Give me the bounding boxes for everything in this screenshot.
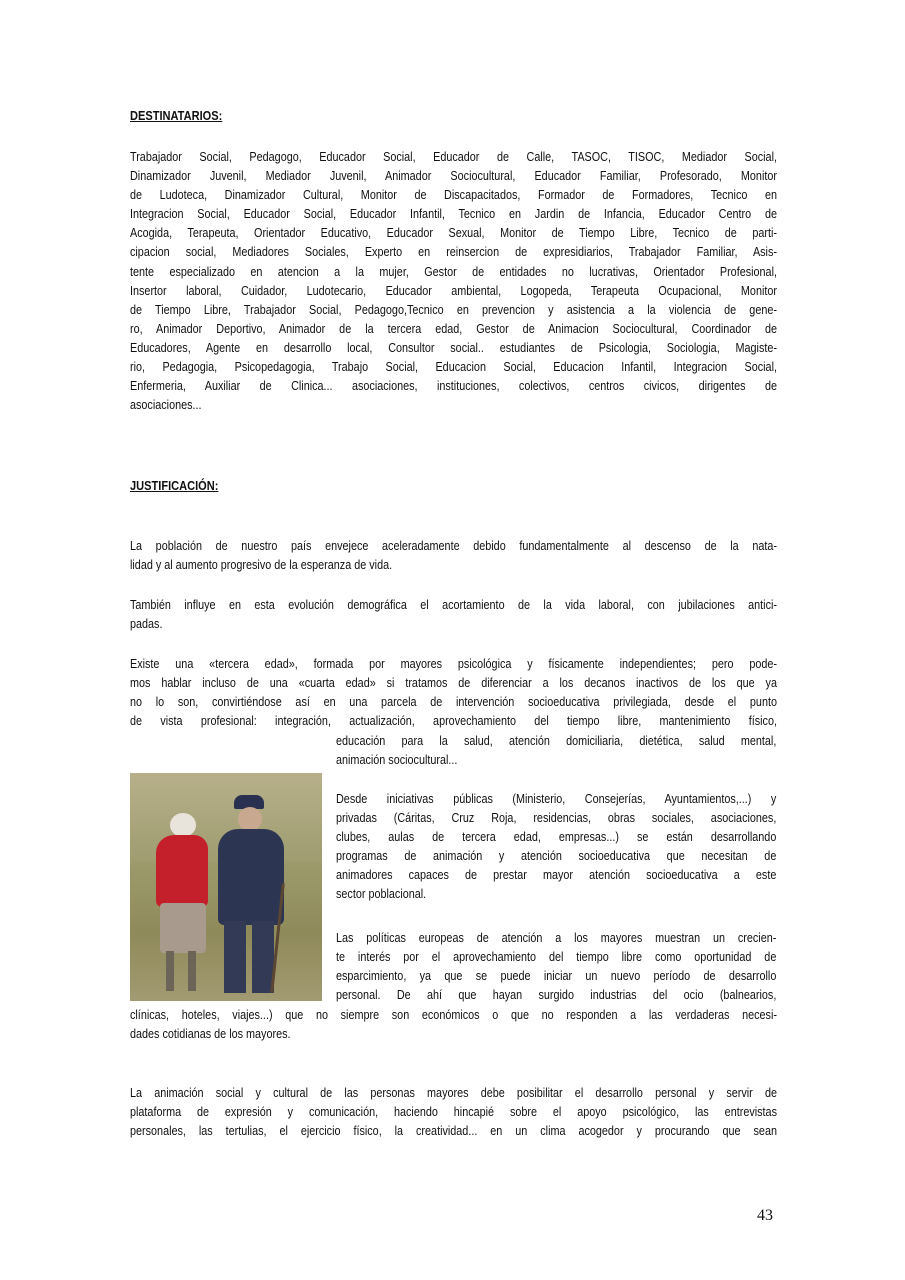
paragraph-3-cont [336, 731, 776, 769]
text-line: plataforma de expresión y comunicación, haciendo hincapié sobre el apoyo psicológico, las entrevistas [130, 1104, 777, 1120]
paragraph-4 [336, 789, 776, 904]
text-line: padas. [130, 616, 163, 632]
text-line: rio, Pedagogia, Psicopedagogia, Trabajo Social, Educacion Social, Educacion Infantil, Integracion Social, [130, 359, 777, 375]
text-line: programas de animación y atención socioeducativa que necesitan de [336, 848, 777, 864]
text-line: clínicas, hoteles, viajes...) que no siempre son económicos o que no responden a las verdaderas necesi- [130, 1007, 777, 1022]
text-line: de vista profesional: integración, actualización, aprovechamiento del tiempo libre, mantenimiento físico, [130, 713, 777, 729]
text-line: animadores capaces de prestar mayor atención socioeducativa a este [336, 867, 777, 883]
text-line: cipacion social, Mediadores Sociales, Experto en reinsercion de expresidiarios, Trabajador Familiar, Asis- [130, 244, 777, 260]
text-line: Trabajador Social, Pedagogo, Educador Social, Educador de Calle, TASOC, TISOC, Mediador Social, [130, 149, 777, 164]
text-line: de Ludoteca, Dinamizador Cultural, Monitor de Discapacitados, Formador de Formadores, Tecnico en [130, 187, 777, 203]
text-line: lidad y al aumento progresivo de la esperanza de vida. [130, 557, 393, 573]
text-line: personales, las tertulias, el ejercicio físico, la creatividad... en un clima acogedor y procurando que sean [130, 1123, 777, 1139]
text-line: personal. De ahí que hayan surgido industrias del ocio (balnearios, [336, 987, 777, 1003]
text-line: clubes, aulas de tercera edad, empresas...) se están desarrollando [336, 829, 777, 845]
paragraph-2 [130, 595, 777, 633]
text-line: ro, Animador Deportivo, Animador de la tercera edad, Gestor de Animacion Sociocultural, Coordinador de [130, 320, 777, 336]
text-line: Educadores, Agente en desarrollo local, Consultor social.. estudiantes de Psicologia, Sociologia, Magiste- [130, 339, 777, 355]
paragraph-1 [130, 536, 777, 574]
text-line: te interés por el aprovechamiento del tiempo libre como oportunidad de [336, 949, 777, 965]
text-line: Acogida, Terapeuta, Orientador Educativo, Educador Sexual, Monitor de Tiempo Libre, Tecnico de parti- [130, 225, 777, 241]
paragraph-3 [130, 654, 777, 730]
text-line: Insertor laboral, Cuidador, Ludotecario, Educador ambiental, Logopeda, Terapeuta Ocupacional, Monitor [130, 282, 777, 298]
text-line: Enfermeria, Auxiliar de Clinica... asociaciones, instituciones, colectivos, centros civicos, dirigentes de [130, 378, 777, 394]
text-line: sector poblacional. [336, 886, 427, 902]
text-line: Las políticas europeas de atención a los mayores muestran un crecien- [336, 930, 777, 945]
text-line: tente especializado en atencion a la mujer, Gestor de entidades no lucrativas, Orientador Profesional, [130, 263, 777, 279]
text-line: animación sociocultural... [336, 752, 458, 768]
text-line: Existe una «tercera edad», formada por mayores psicológica y físicamente independientes; pero pode- [130, 656, 777, 671]
text-line: dades cotidianas de los mayores. [130, 1026, 291, 1042]
text-line: La animación social y cultural de las personas mayores debe posibilitar el desarrollo personal y servir de [130, 1085, 777, 1100]
paragraph-5 [336, 928, 776, 1004]
text-line: educación para la salud, atención domiciliaria, dietética, salud mental, [336, 733, 777, 748]
text-line: de Tiempo Libre, Trabajador Social, Pedagogo,Tecnico en prevencion y asistencia a la violencia de gene- [130, 301, 777, 317]
text-line: Integracion Social, Educador Social, Educador Infantil, Tecnico en Jardin de Infancia, Educador Centro de [130, 206, 777, 222]
text-line: También influye en esta evolución demográfica el acortamiento de la vida laboral, con jubilaciones antici- [130, 597, 777, 612]
heading-destinatarios: DESTINATARIOS: [130, 108, 223, 123]
heading-justificacion: JUSTIFICACIÓN: [130, 478, 219, 493]
elderly-couple-photo [130, 773, 322, 1001]
text-line: mos hablar incluso de una «cuarta edad» si tratamos de diferenciar a los decanos inactivos de los que ya [130, 675, 777, 691]
text-line: La población de nuestro país envejece aceleradamente debido fundamentalmente al descenso de la nata- [130, 538, 777, 553]
text-line: Dinamizador Juvenil, Mediador Juvenil, Animador Sociocultural, Educador Familiar, Profesorado, Monitor [130, 168, 777, 184]
text-line: asociaciones... [130, 397, 202, 413]
text-line: esparcimiento, ya que se puede iniciar un nuevo período de desarrollo [336, 968, 777, 984]
destinatarios-paragraph [130, 147, 777, 414]
page-number: 43 [757, 1207, 773, 1224]
paragraph-6 [130, 1083, 777, 1140]
text-line: privadas (Cáritas, Cruz Roja, residencias, obras sociales, asociaciones, [336, 810, 777, 826]
paragraph-5-cont [130, 1005, 777, 1043]
text-line: Desde iniciativas públicas (Ministerio, Consejerías, Ayuntamientos,...) y [336, 791, 777, 806]
text-line: no lo son, convirtiéndose así en una parcela de intervención socioeducativa privilegiada, desde el punto [130, 694, 777, 710]
